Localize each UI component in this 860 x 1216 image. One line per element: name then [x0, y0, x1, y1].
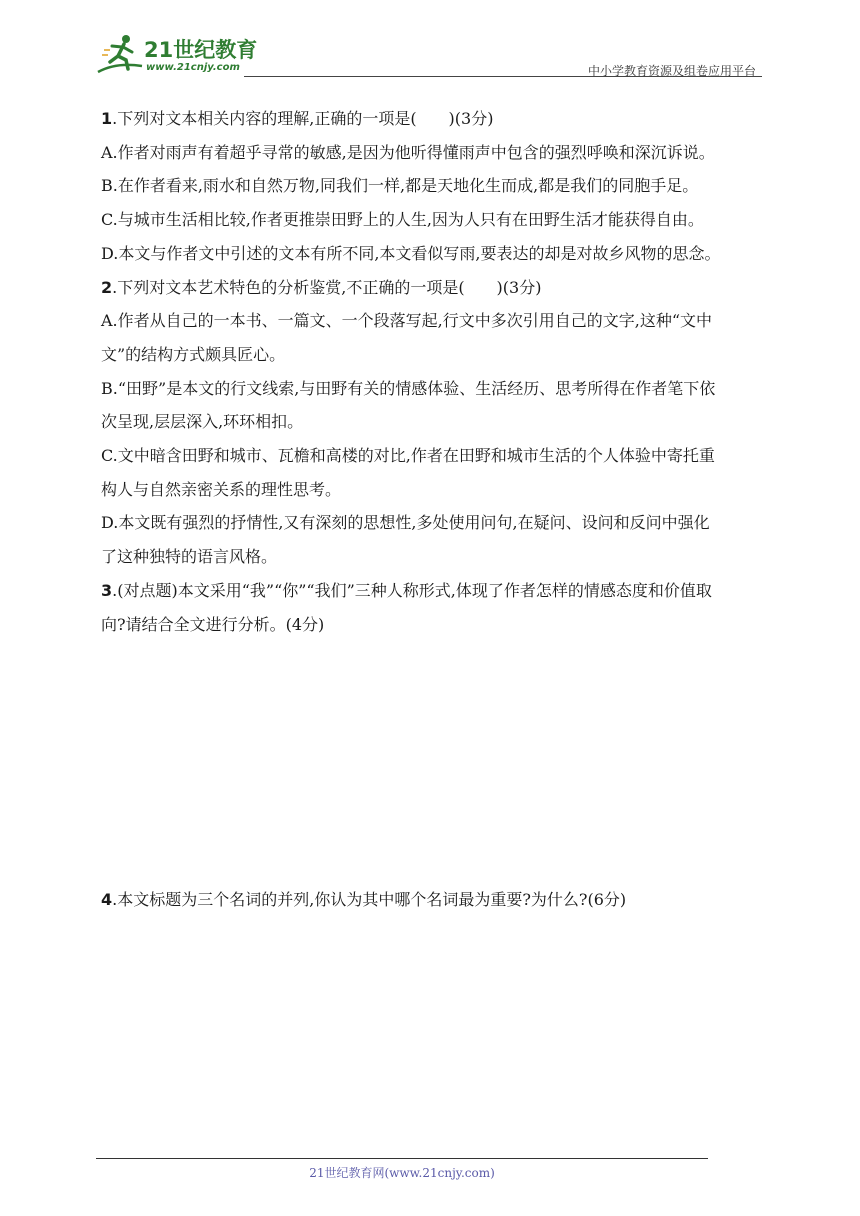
q2-option-c-line1: C.文中暗含田野和城市、瓦檐和高楼的对比,作者在田野和城市生活的个人体验中寄托重 — [101, 446, 715, 466]
q2-option-b-line1: B.“田野”是本文的行文线索,与田野有关的情感体验、生活经历、思考所得在作者笔下依 — [101, 378, 716, 398]
footer-divider — [96, 1158, 708, 1159]
q1-stem — [101, 102, 765, 136]
page-header — [96, 30, 762, 78]
logo-url: www.21cnjy.com — [146, 62, 240, 73]
q4-stem-text: .本文标题为三个名词的并列,你认为其中哪个名词最为重要?为什么?(6分) — [112, 890, 627, 910]
q2-option-d-line1: D.本文既有强烈的抒情性,又有深刻的思想性,多处使用问句,在疑问、设问和反问中强化 — [101, 513, 710, 533]
q3-number: 3 — [101, 580, 113, 600]
q2-option-d-line2: 了这种独特的语言风格。 — [101, 547, 278, 567]
q1-stem-text: .下列对文本相关内容的理解,正确的一项是( )(3分) — [112, 109, 494, 128]
header-platform-text: 中小学教育资源及组卷应用平台 — [587, 64, 756, 78]
q1-option-b: B.在作者看来,雨水和自然万物,同我们一样,都是天地化生而成,都是我们的同胞手足。 — [101, 176, 699, 196]
document-body — [101, 102, 765, 917]
q1-number: 1 — [101, 109, 113, 128]
header-divider — [244, 76, 762, 77]
q3-stem-line1 — [101, 574, 765, 608]
q3-stem-text: .(对点题)本文采用“我”“你”“我们”三种人称形式,体现了作者怎样的情感态度和价值取 — [112, 580, 712, 600]
q2-stem-text: .下列对文本艺术特色的分析鉴赏,不正确的一项是( )(3分) — [112, 277, 542, 297]
q2-option-a-line2: 文”的结构方式颇具匠心。 — [101, 344, 286, 364]
q1-option-a: A.作者对雨声有着超乎寻常的敏感,是因为他听得懂雨声中包含的强烈呼唤和深沉诉说。 — [101, 142, 715, 162]
q2-option-b-line2: 次呈现,层层深入,环环相扣。 — [101, 412, 304, 432]
q3-stem-line2: 向?请结合全文进行分析。(4分) — [101, 614, 325, 634]
logo-text: 21世纪教育 — [144, 38, 258, 62]
q2-option-a-line1: A.作者从自己的一本书、一篇文、一个段落写起,行文中多次引用自己的文字,这种“文中 — [101, 311, 712, 331]
q2-option-c-line2: 构人与自然亲密关系的理性思考。 — [101, 479, 342, 499]
footer-site-link[interactable]: 21世纪教育网(www.21cnjy.com) — [309, 1166, 495, 1180]
q2-stem — [101, 271, 765, 305]
running-man-icon — [96, 32, 144, 76]
q1-option-d: D.本文与作者文中引述的文本有所不同,本文看似写雨,要表达的却是对故乡风物的思念。 — [101, 243, 721, 263]
q1-option-c: C.与城市生活相比较,作者更推崇田野上的人生,因为人只有在田野生活才能获得自由。 — [101, 210, 704, 230]
q4-number: 4 — [101, 890, 113, 910]
q4-stem — [101, 883, 765, 917]
q2-number: 2 — [101, 277, 113, 297]
site-logo[interactable] — [96, 32, 266, 76]
